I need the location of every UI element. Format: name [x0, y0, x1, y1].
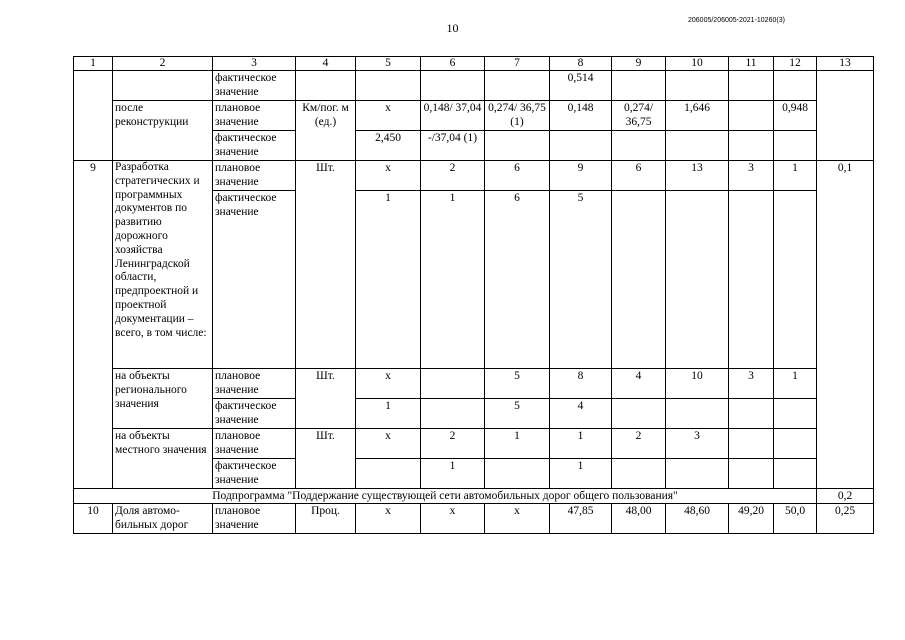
cell-12 [774, 459, 817, 489]
cell-9: 2 [612, 429, 666, 459]
cell-7: 1 [485, 429, 550, 459]
cell-10: 10 [666, 369, 729, 399]
table-row [74, 101, 874, 131]
subprogram-row [74, 489, 874, 504]
cell-11 [729, 191, 774, 369]
cell-7: x [485, 504, 550, 534]
col-num: 7 [485, 57, 550, 71]
cell-9: 4 [612, 369, 666, 399]
cell-8: 1 [550, 429, 612, 459]
cell-5: 1 [356, 399, 421, 429]
cell-8: 1 [550, 459, 612, 489]
col-num: 6 [421, 57, 485, 71]
col-num: 3 [213, 57, 296, 71]
cell-13: 0,2 [817, 489, 874, 504]
cell-type: плановое значение [213, 429, 296, 459]
document-code: 206005/206005-2021-10260(3) [688, 17, 785, 24]
cell-5: 1 [356, 191, 421, 369]
cell-11 [729, 131, 774, 161]
table-row [74, 429, 874, 459]
cell-9 [612, 71, 666, 101]
cell-6 [421, 369, 485, 399]
col-num: 2 [113, 57, 213, 71]
cell-name: Доля автомо- бильных дорог [113, 504, 213, 534]
cell-type: фактическое значение [213, 399, 296, 429]
cell-12: 1 [774, 369, 817, 399]
cell-unit: Км/пог. м (ед.) [296, 101, 356, 161]
cell-12 [774, 191, 817, 369]
cell-7: 6 [485, 161, 550, 191]
cell-type: плановое значение [213, 369, 296, 399]
cell-12 [774, 71, 817, 101]
cell-12: 50,0 [774, 504, 817, 534]
cell-unit: Проц. [296, 504, 356, 534]
subprogram-title: Подпрограмма "Поддержание существующей сети автомобильных дорог общего пользования" [74, 489, 817, 504]
cell-name [113, 71, 213, 101]
cell-6 [421, 71, 485, 101]
cell-num [74, 71, 113, 161]
cell-7 [485, 131, 550, 161]
table-row [74, 504, 874, 534]
table-row [74, 71, 874, 101]
cell-5: x [356, 101, 421, 131]
cell-11 [729, 399, 774, 429]
cell-type: плановое значение [213, 101, 296, 131]
cell-8: 47,85 [550, 504, 612, 534]
cell-type: фактическое значение [213, 71, 296, 101]
cell-num: 9 [74, 161, 113, 489]
cell-8: 0,148 [550, 101, 612, 131]
cell-8: 4 [550, 399, 612, 429]
cell-9 [612, 131, 666, 161]
cell-7 [485, 459, 550, 489]
col-num: 13 [817, 57, 874, 71]
col-num: 5 [356, 57, 421, 71]
cell-11: 3 [729, 369, 774, 399]
col-num: 9 [612, 57, 666, 71]
cell-type: плановое значение [213, 161, 296, 191]
cell-unit: Шт. [296, 161, 356, 369]
cell-5: x [356, 429, 421, 459]
cell-12 [774, 399, 817, 429]
cell-8: 8 [550, 369, 612, 399]
cell-8 [550, 131, 612, 161]
cell-7: 6 [485, 191, 550, 369]
indicators-table [73, 56, 874, 534]
cell-11 [729, 71, 774, 101]
cell-unit: Шт. [296, 429, 356, 489]
cell-12: 0,948 [774, 101, 817, 131]
cell-10: 3 [666, 429, 729, 459]
col-num: 10 [666, 57, 729, 71]
cell-11: 49,20 [729, 504, 774, 534]
cell-6: 1 [421, 191, 485, 369]
cell-10: 13 [666, 161, 729, 191]
cell-10 [666, 131, 729, 161]
cell-9: 6 [612, 161, 666, 191]
cell-unit [296, 71, 356, 101]
cell-7: 5 [485, 399, 550, 429]
cell-10 [666, 191, 729, 369]
cell-9: 48,00 [612, 504, 666, 534]
cell-8: 9 [550, 161, 612, 191]
cell-5: x [356, 161, 421, 191]
cell-type: фактическое значение [213, 131, 296, 161]
cell-name: после реконструкции [113, 101, 213, 161]
cell-6: 1 [421, 459, 485, 489]
page-number: 10 [446, 21, 459, 35]
cell-8: 0,514 [550, 71, 612, 101]
cell-13 [817, 71, 874, 161]
cell-9 [612, 191, 666, 369]
cell-12: 1 [774, 161, 817, 191]
cell-7 [485, 71, 550, 101]
cell-9 [612, 399, 666, 429]
cell-11 [729, 101, 774, 131]
cell-7: 0,274/ 36,75 (1) [485, 101, 550, 131]
cell-name: Разработка стратегических и программных документов по развитию дорожного хозяйства Ленинградской области, предпроектной и проектной документации – всего, в том числе: [113, 161, 213, 369]
cell-12 [774, 429, 817, 459]
cell-10: 1,646 [666, 101, 729, 131]
cell-10 [666, 71, 729, 101]
cell-type: фактическое значение [213, 459, 296, 489]
table-row [74, 161, 874, 191]
cell-13: 0,1 [817, 161, 874, 489]
cell-9 [612, 459, 666, 489]
cell-6: -/37,04 (1) [421, 131, 485, 161]
cell-11 [729, 429, 774, 459]
cell-5: 2,450 [356, 131, 421, 161]
cell-5 [356, 459, 421, 489]
cell-unit: Шт. [296, 369, 356, 429]
col-num: 12 [774, 57, 817, 71]
table-row [74, 369, 874, 399]
col-num: 11 [729, 57, 774, 71]
cell-10 [666, 399, 729, 429]
cell-type: фактическое значение [213, 191, 296, 369]
cell-7: 5 [485, 369, 550, 399]
cell-8: 5 [550, 191, 612, 369]
cell-12 [774, 131, 817, 161]
cell-6: 2 [421, 161, 485, 191]
cell-type: плановое значение [213, 504, 296, 534]
cell-5 [356, 71, 421, 101]
col-num: 1 [74, 57, 113, 71]
cell-13: 0,25 [817, 504, 874, 534]
column-number-row [74, 57, 874, 71]
cell-10 [666, 459, 729, 489]
cell-5: x [356, 504, 421, 534]
cell-6: 0,148/ 37,04 [421, 101, 485, 131]
cell-11: 3 [729, 161, 774, 191]
cell-6 [421, 399, 485, 429]
col-num: 8 [550, 57, 612, 71]
cell-11 [729, 459, 774, 489]
cell-num: 10 [74, 504, 113, 534]
cell-10: 48,60 [666, 504, 729, 534]
cell-name: на объекты местного значения [113, 429, 213, 489]
cell-9: 0,274/ 36,75 [612, 101, 666, 131]
cell-6: x [421, 504, 485, 534]
col-num: 4 [296, 57, 356, 71]
cell-5: x [356, 369, 421, 399]
cell-6: 2 [421, 429, 485, 459]
cell-name: на объекты регионального значения [113, 369, 213, 429]
